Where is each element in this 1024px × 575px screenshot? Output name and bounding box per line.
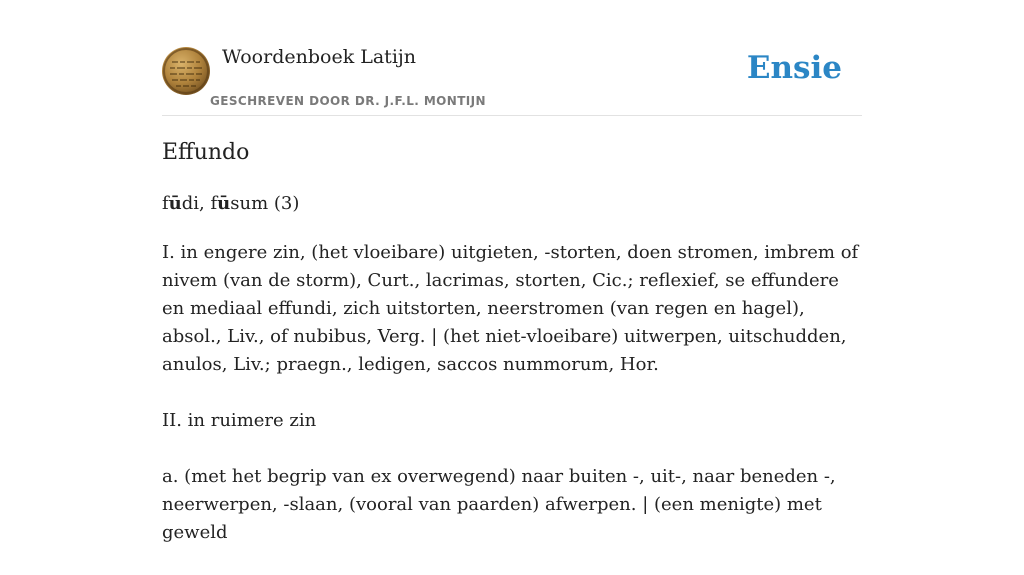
- definition-paragraph: I. in engere zin, (het vloeibare) uitgieten, -storten, doen stromen, imbrem of nivem (van de storm), Curt., lacrimas, storten, Cic.; reflexief, se effundere en mediaal effundi, zich uitstorten, neerstromen (van regen en hagel), absol., Liv., of nubibus, Verg. | (het niet-vloeibare) uitwerpen, uitschudden, anulos, Liv.; praegn., ledigen, saccos nummorum, Hor.: [162, 242, 859, 375]
- forms-part1-suffix: di, f: [181, 193, 218, 214]
- entry-body: [162, 239, 862, 575]
- forms-part1-bold: ū: [168, 193, 182, 214]
- entry-forms: [162, 193, 299, 214]
- brand-logo[interactable]: Ensie: [746, 50, 842, 86]
- forms-part2-suffix: sum (3): [230, 193, 300, 214]
- coin-inscription-icon[interactable]: [162, 47, 210, 95]
- definition-paragraph: II. in ruimere zin: [162, 410, 317, 431]
- definition-paragraph: a. (met het begrip van ex overwegend) naar buiten -, uit-, naar beneden -, neerwerpen, -slaan, (vooral van paarden) afwerpen. | (een menigte) met geweld: [162, 466, 836, 543]
- entry-title: Effundo: [162, 140, 250, 165]
- forms-part2-bold: ū: [217, 193, 231, 214]
- forms-part1-prefix: f: [162, 193, 169, 214]
- content-container: [162, 0, 862, 543]
- author-byline: GESCHREVEN DOOR DR. J.F.L. MONTIJN: [210, 94, 486, 108]
- header: [162, 0, 862, 116]
- book-title[interactable]: Woordenboek Latijn: [222, 46, 417, 68]
